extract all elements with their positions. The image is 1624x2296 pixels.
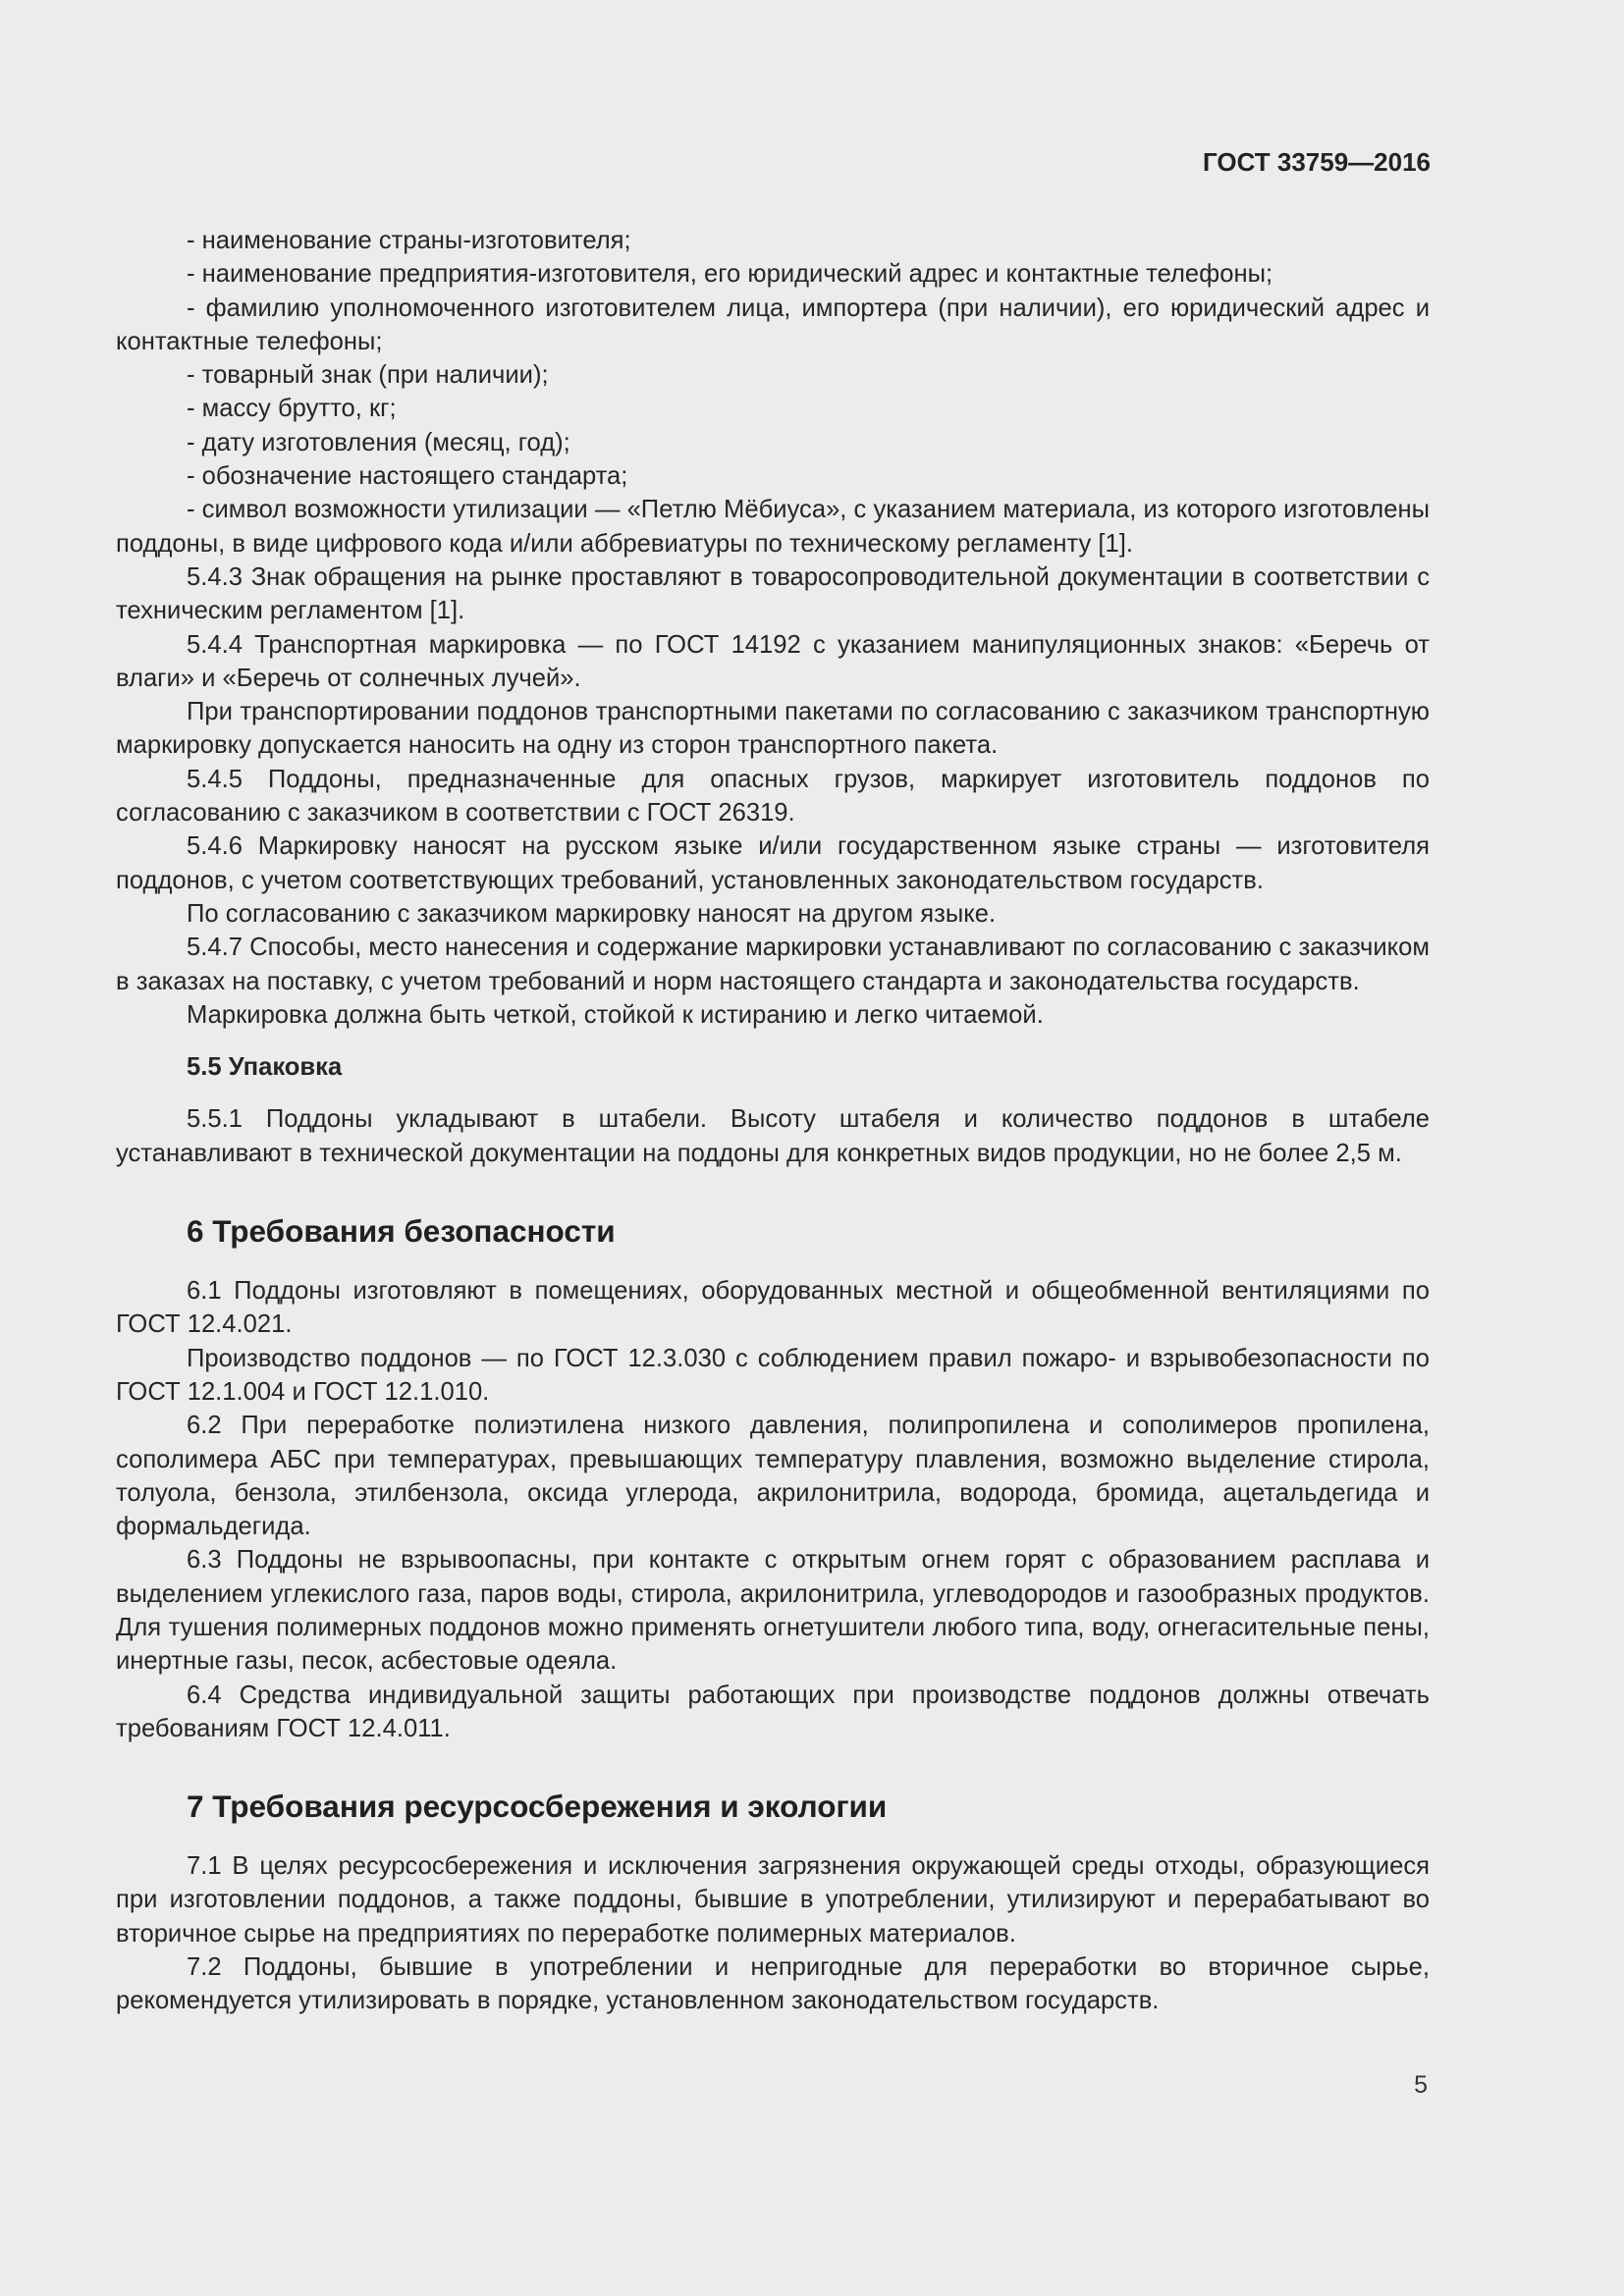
list-item: - наименование страны-изготовителя;: [187, 227, 631, 254]
paragraph: 5.5.1 Поддоны укладывают в штабели. Высоту штабеля и количество поддонов в штабеле устанавливают в технической документации на поддоны для конкретных видов продукции, но не более 2,5 м.: [116, 1105, 1430, 1167]
list-item: - товарный знак (при наличии);: [187, 361, 549, 390]
document-body: [116, 224, 1430, 2018]
paragraph: 5.4.6 Маркировку наносят на русском языке и/или государственном языке страны — изготовителя поддонов, с учетом соответствующих требований, установленных законодательством государств.: [116, 832, 1430, 894]
list-item: - фамилию уполномоченного изготовителем лица, импортера (при наличии), его юридический адрес и контактные телефоны;: [116, 294, 1430, 355]
paragraph: Производство поддонов — по ГОСТ 12.3.030 с соблюдением правил пожаро- и взрывобезопасности по ГОСТ 12.1.004 и ГОСТ 12.1.010.: [116, 1344, 1430, 1406]
document-id-header: ГОСТ 33759—2016: [1203, 147, 1431, 177]
paragraph: 5.4.4 Транспортная маркировка — по ГОСТ 14192 с указанием манипуляционных знаков: «Беречь от влаги» и «Беречь от солнечных лучей».: [116, 630, 1430, 692]
section-heading: 7 Требования ресурсосбережения и экологии: [187, 1789, 888, 1825]
list-item: - массу брутто, кг;: [187, 395, 397, 423]
paragraph: 6.4 Средства индивидуальной защиты работающих при производстве поддонов должны отвечать требованиям ГОСТ 12.4.011.: [116, 1681, 1430, 1742]
paragraph: 5.4.3 Знак обращения на рынке проставляют в товаросопроводительной документации в соответствии с техническим регламентом [1].: [116, 562, 1430, 625]
paragraph: 7.2 Поддоны, бывшие в употреблении и непригодные для переработки во вторичное сырье, рекомендуется утилизировать в порядке, установленном законодательством государств.: [116, 1953, 1430, 2015]
paragraph: 5.4.5 Поддоны, предназначенные для опасных грузов, маркирует изготовитель поддонов по согласованию с заказчиком в соответствии с ГОСТ 26319.: [116, 765, 1430, 828]
list-item: - обозначение настоящего стандарта;: [187, 462, 628, 491]
list-item: - дату изготовления (месяц, год);: [187, 428, 570, 456]
paragraph: 6.1 Поддоны изготовляют в помещениях, оборудованных местной и общеобменной вентиляциями по ГОСТ 12.4.021.: [116, 1277, 1430, 1339]
paragraph: 6.2 При переработке полиэтилена низкого давления, полипропилена и сополимеров пропилена, сополимера АБС при температурах, превышающих температуру плавления, возможно выделение стирола, толуола, бензола, этилбензола, оксида углерода, акрилонитрила, водорода, бромида, ацетальдегида и формальдегида.: [116, 1412, 1430, 1541]
paragraph: 7.1 В целях ресурсосбережения и исключения загрязнения окружающей среды отходы, образующиеся при изготовлении поддонов, а также поддоны, бывшие в употреблении, утилизируют и перерабатывают во вторичное сырье на предприятиях по переработке полимерных материалов.: [116, 1852, 1430, 1948]
paragraph: По согласованию с заказчиком маркировку наносят на другом языке.: [187, 899, 997, 928]
section-heading: 6 Требования безопасности: [187, 1213, 616, 1250]
subsection-heading: 5.5 Упаковка: [187, 1053, 343, 1082]
list-item: - наименование предприятия-изготовителя, его юридический адрес и контактные телефоны;: [187, 260, 1273, 289]
paragraph: 5.4.7 Способы, место нанесения и содержание маркировки устанавливают по согласованию с заказчиком в заказах на поставку, с учетом требований и норм настоящего стандарта и законодательства государств.: [116, 934, 1430, 995]
paragraph: При транспортировании поддонов транспортными пакетами по согласованию с заказчиком транспортную маркировку допускается наносить на одну из сторон транспортного пакета.: [116, 698, 1430, 760]
page-number: 5: [1414, 2071, 1428, 2099]
list-item: - символ возможности утилизации — «Петлю Мёбиуса», с указанием материала, из которого изготовлены поддоны, в виде цифрового кода и/или аббревиатуры по техническому регламенту [1].: [116, 496, 1430, 558]
paragraph: Маркировка должна быть четкой, стойкой к истиранию и легко читаемой.: [187, 1000, 1044, 1029]
paragraph: 6.3 Поддоны не взрывоопасны, при контакте с открытым огнем горят с образованием расплава и выделением углекислого газа, паров воды, стирола, акрилонитрила, углеводородов и газообразных продуктов. Для тушения полимерных поддонов можно применять огнетушители любого типа, воду, огнегасительные пены, инертные газы, песок, асбестовые одеяла.: [116, 1546, 1430, 1676]
